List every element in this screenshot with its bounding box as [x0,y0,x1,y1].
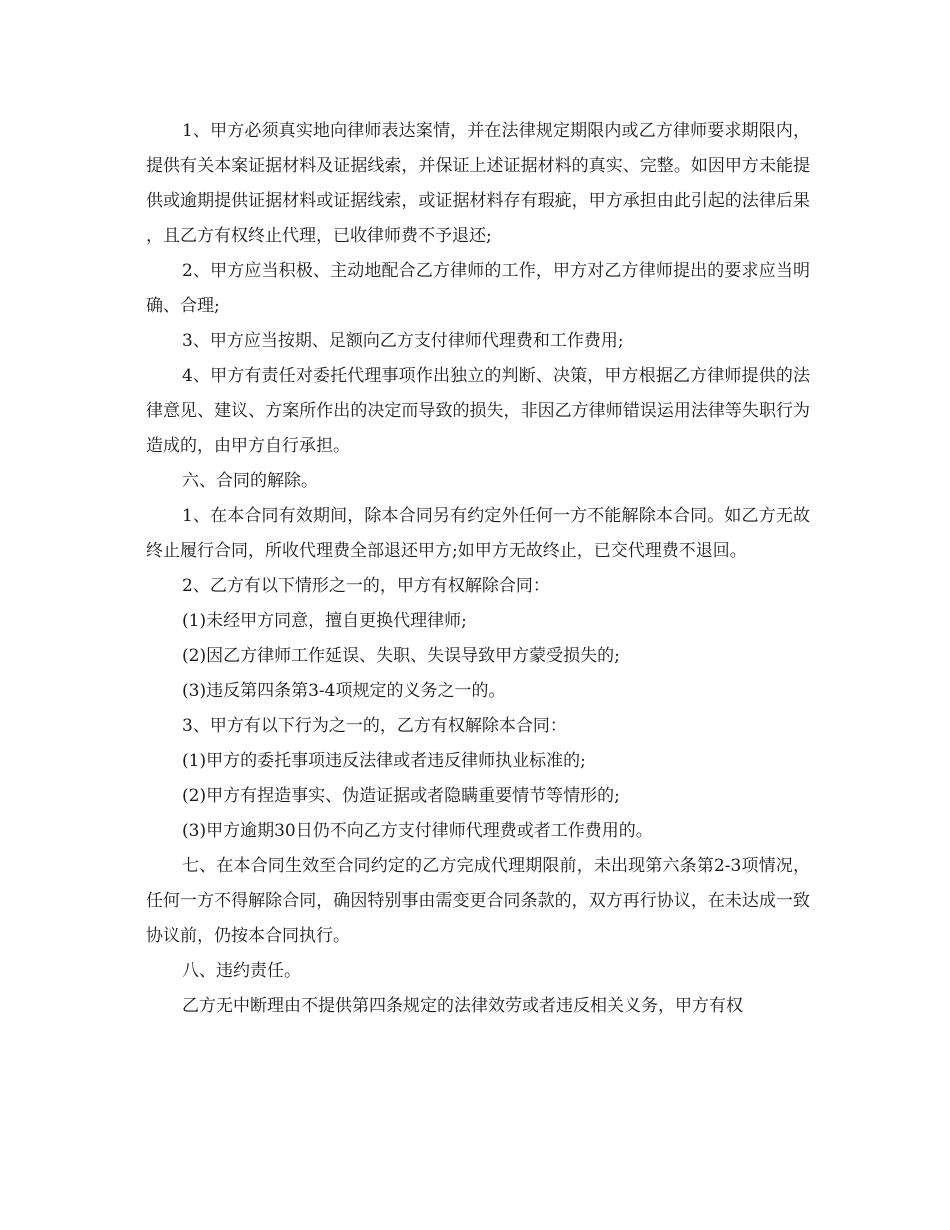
list-item-termination-2-2: (2)因乙方律师工作延误、失职、失误导致甲方蒙受损失的; [182,646,620,666]
list-item-termination-2-1: (1)未经甲方同意，擅自更换代理律师; [182,611,467,631]
paragraph-client-duty-2: 2、甲方应当积极、主动地配合乙方律师的工作，甲方对乙方律师提出的要求应当明确、合理; [146,261,810,316]
paragraph-client-duty-3: 3、甲方应当按期、足额向乙方支付律师代理费和工作费用; [182,331,624,351]
paragraph-termination-1: 1、在本合同有效期间，除本合同另有约定外任何一方不能解除本合同。如乙方无故终止履行合同，所收代理费全部退还甲方;如甲方无故终止，已交代理费不退回。 [146,506,810,561]
section-heading-termination: 六、合同的解除。 [182,471,318,491]
list-item-termination-2-3: (3)违反第四条第3-4项规定的义务之一的。 [182,681,506,701]
paragraph-termination-2: 2、乙方有以下情形之一的，甲方有权解除合同： [182,576,550,596]
paragraph-termination-3: 3、甲方有以下行为之一的，乙方有权解除本合同： [182,716,567,736]
list-item-termination-3-3: (3)甲方逾期30日仍不向乙方支付律师代理费或者工作费用的。 [182,821,653,841]
list-item-termination-3-1: (1)甲方的委托事项违反法律或者违反律师执业标准的; [182,751,586,771]
paragraph-client-duty-1: 1、甲方必须真实地向律师表达案情，并在法律规定期限内或乙方律师要求期限内，提供有关本案证据材料及证据线索，并保证上述证据材料的真实、完整。如因甲方未能提供或逾期提供证据材料或证据线索，或证据材料存有瑕疵，甲方承担由此引起的法律后果，且乙方有权终止代理，已收律师费不予退还; [146,121,810,246]
section-heading-liability: 八、违约责任。 [182,961,301,981]
section-seven: 七、在本合同生效至合同约定的乙方完成代理期限前，未出现第六条第2-3项情况，任何一方不得解除合同，确因特别事由需变更合同条款的，双方再行协议，在未达成一致协议前，仍按本合同执行。 [146,856,810,946]
paragraph-liability: 乙方无中断理由不提供第四条规定的法律效劳或者违反相关义务，甲方有权 [182,996,743,1016]
list-item-termination-3-2: (2)甲方有捏造事实、伪造证据或者隐瞒重要情节等情形的; [182,786,620,806]
paragraph-client-duty-4: 4、甲方有责任对委托代理事项作出独立的判断、决策，甲方根据乙方律师提供的法律意见、建议、方案所作出的决定而导致的损失，非因乙方律师错误运用法律等失职行为造成的，由甲方自行承担。 [146,366,810,456]
document-body [146,114,810,1024]
